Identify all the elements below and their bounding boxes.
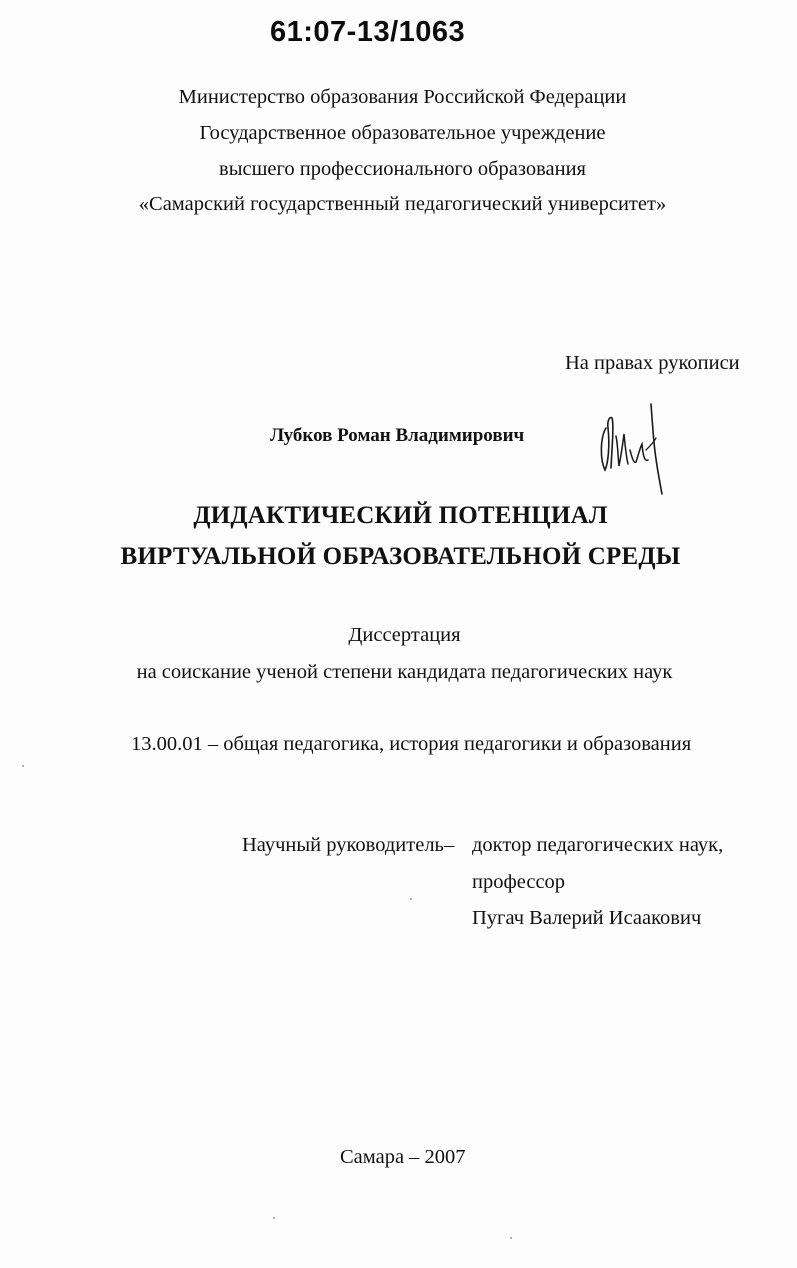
- catalog-number: 61:07-13/1063: [270, 16, 466, 48]
- supervisor-dash: –: [444, 834, 455, 856]
- supervisor-degree: доктор педагогических наук,: [472, 834, 724, 856]
- scan-speck: [22, 765, 24, 767]
- place-and-year: Самара – 2007: [340, 1146, 466, 1168]
- scan-speck: [410, 898, 412, 900]
- dissertation-title-line-2: ВИРТУАЛЬНОЙ ОБРАЗОВАТЕЛЬНОЙ СРЕДЫ: [120, 543, 681, 570]
- degree-line: на соискание ученой степени кандидата педагогических наук: [136, 661, 673, 683]
- author-name: Лубков Роман Владимирович: [270, 425, 525, 446]
- specialty-code: 13.00.01 – общая педагогика, история педагогики и образования: [131, 733, 692, 755]
- supervisor-label: Научный руководитель: [242, 834, 444, 856]
- dissertation-title-line-1: ДИДАКТИЧЕСКИЙ ПОТЕНЦИАЛ: [193, 502, 608, 529]
- institution-line-3: высшего профессионального образования: [219, 158, 586, 180]
- scan-speck: [510, 1237, 512, 1239]
- institution-line-2: Государственное образовательное учреждение: [199, 122, 606, 144]
- institution-line-1: Министерство образования Российской Федерации: [178, 86, 627, 108]
- supervisor-rank: профессор: [472, 871, 566, 893]
- scan-speck: [273, 1217, 275, 1219]
- supervisor-name: Пугач Валерий Исаакович: [472, 907, 702, 929]
- document-type: Диссертация: [348, 624, 461, 646]
- handwritten-signature: [596, 398, 676, 498]
- institution-line-4: «Самарский государственный педагогический университет»: [138, 193, 667, 215]
- manuscript-note: На правах рукописи: [565, 352, 740, 374]
